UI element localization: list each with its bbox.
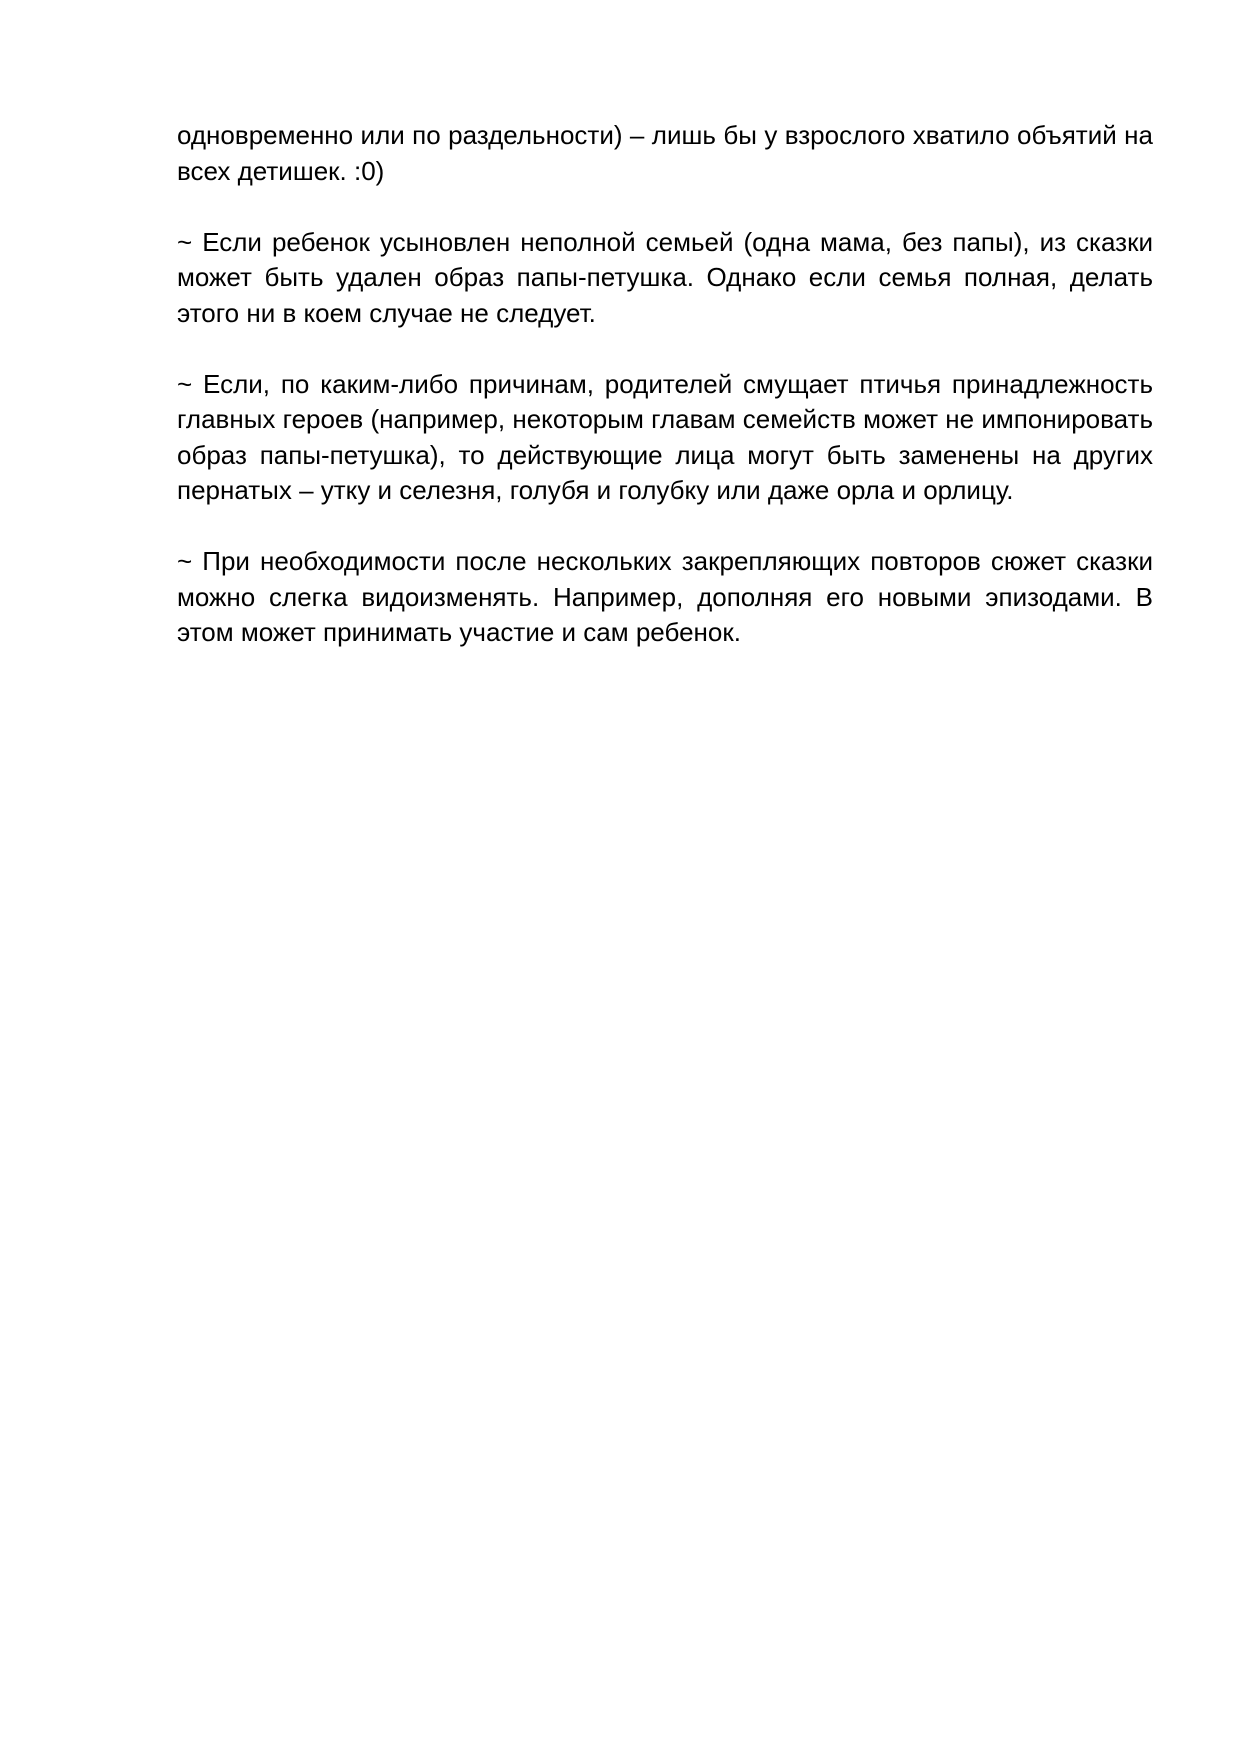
paragraph-plot-variation-note: ~ При необходимости после нескольких закрепляющих повторов сюжет сказки можно слегка видоизменять. Например, дополняя его новыми эпизодами. В этом может принимать участие и сам ребенок. <box>177 546 1153 647</box>
document-body <box>177 118 1153 686</box>
paragraph-continuation: одновременно или по раздельности) – лишь бы у взрослого хватило объятий на всех детишек. :0) <box>177 120 1153 186</box>
paragraph-bird-replacement-note: ~ Если, по каким-либо причинам, родителей смущает птичья принадлежность главных героев (например, некоторым главам семейств может не импонировать образ папы-петушка), то действующие лица могут быть заменены на других пернатых – утку и селезня, голубя и голубку или даже орла и орлицу. <box>177 368 1153 505</box>
paragraph-single-parent-note: ~ Если ребенок усыновлен неполной семьей (одна мама, без папы), из сказки может быть удален образ папы-петушка. Однако если семья полная, делать этого ни в коем случае не следует. <box>177 226 1153 328</box>
